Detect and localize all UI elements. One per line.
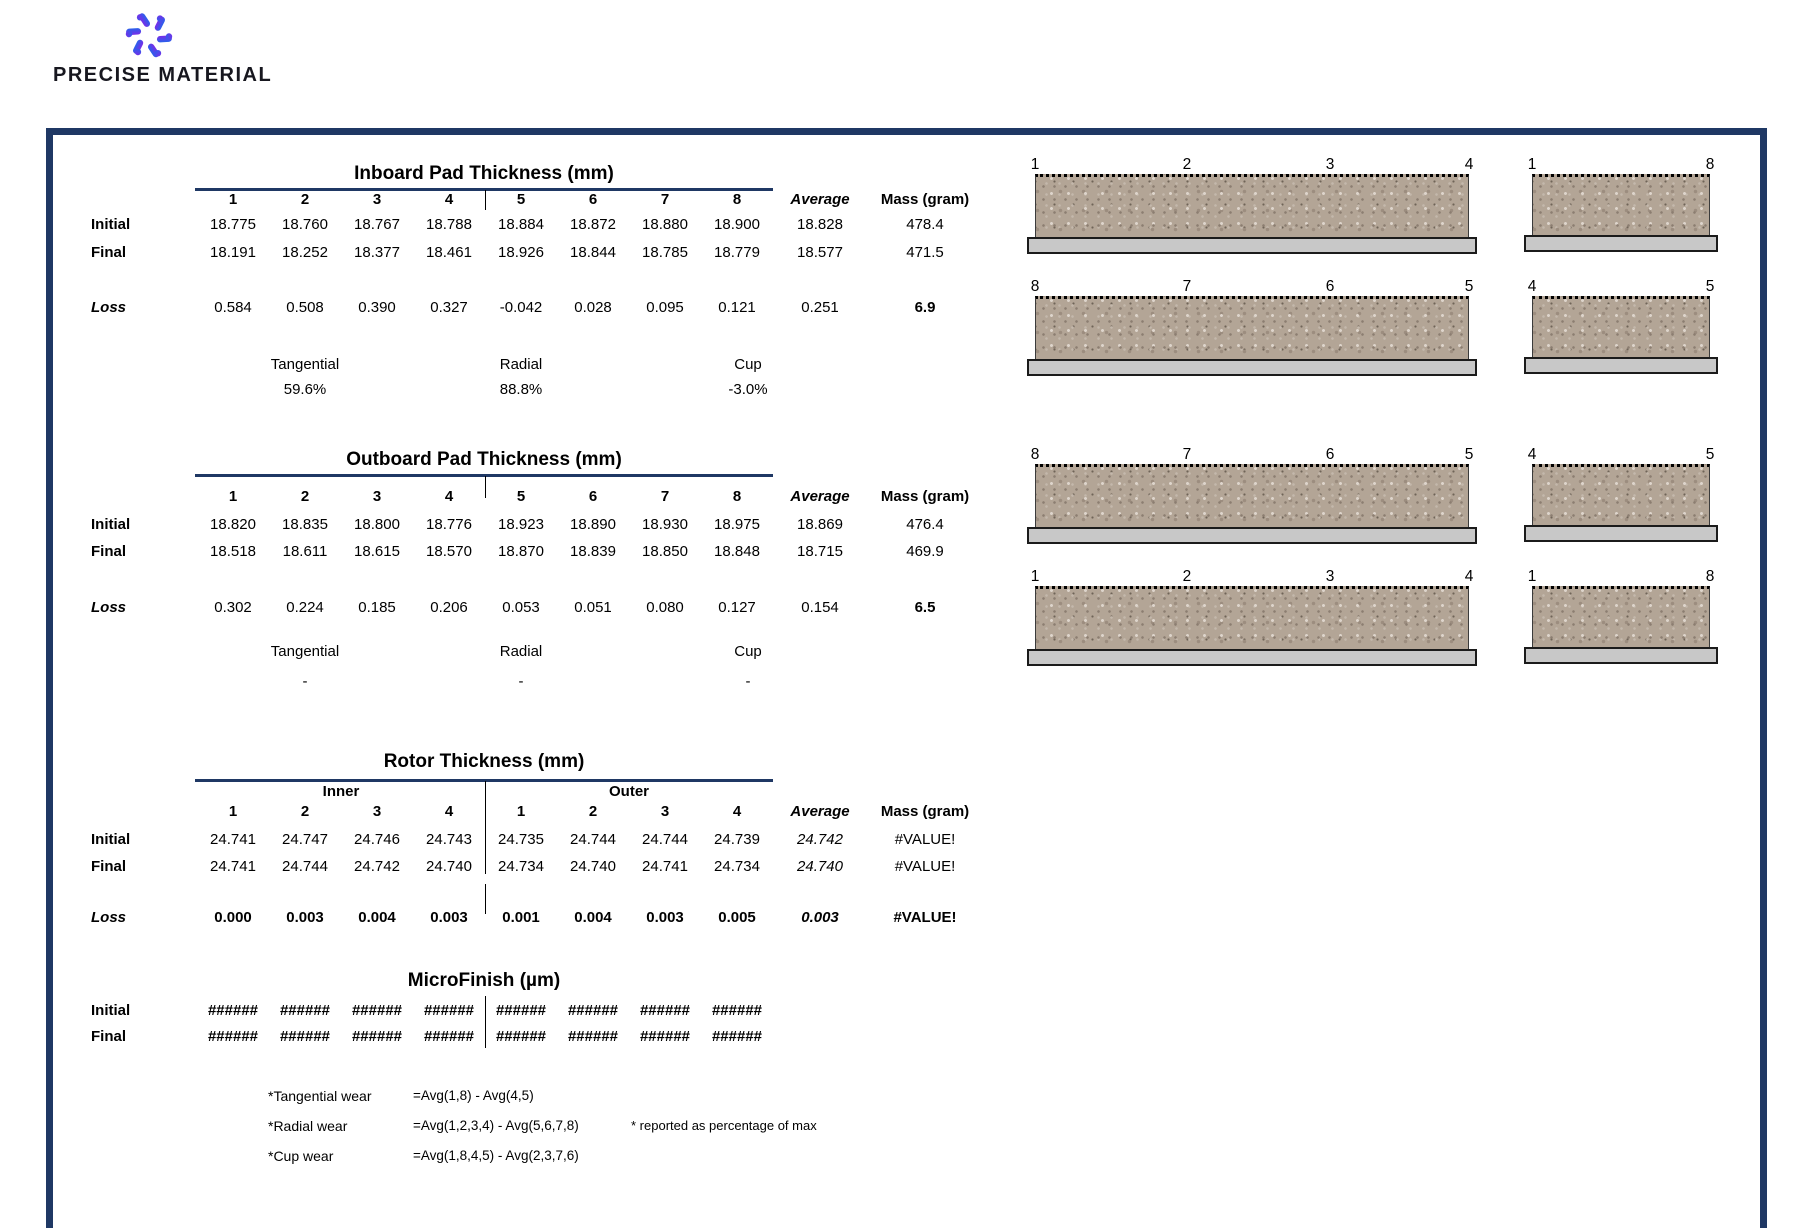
value-cell: 18.930 bbox=[642, 516, 688, 533]
column-header: 1 bbox=[228, 191, 238, 208]
friction-material bbox=[1532, 174, 1710, 236]
value-cell: 18.252 bbox=[282, 244, 328, 261]
column-header: 2 bbox=[588, 803, 598, 820]
brand-wordmark: PRECISE MATERIAL bbox=[53, 64, 273, 86]
value-cell: 24.744 bbox=[642, 831, 688, 848]
value-cell: 0.095 bbox=[646, 299, 684, 316]
pad-point-label: 4 bbox=[1527, 278, 1537, 295]
column-header: 6 bbox=[588, 191, 598, 208]
value-cell: ###### bbox=[207, 1028, 259, 1045]
footnote-row bbox=[0, 1148, 1010, 1168]
mass-cell: 469.9 bbox=[906, 543, 944, 560]
value-cell: ###### bbox=[639, 1028, 691, 1045]
value-cell: 18.779 bbox=[714, 244, 760, 261]
average-header: Average bbox=[790, 488, 850, 505]
radial-label: Radial bbox=[499, 356, 543, 373]
pad-point-label: 5 bbox=[1464, 446, 1474, 463]
inboard-pad-photo-face bbox=[1030, 156, 1474, 238]
radial-value: 88.8% bbox=[499, 381, 543, 398]
table-row bbox=[0, 516, 1010, 536]
column-header: 3 bbox=[660, 803, 670, 820]
pad-point-label: 2 bbox=[1182, 156, 1192, 173]
inboard-pad-photo-face bbox=[1030, 278, 1474, 360]
column-header: 7 bbox=[660, 488, 670, 505]
value-cell: ###### bbox=[279, 1028, 331, 1045]
value-cell: 0.121 bbox=[718, 299, 756, 316]
cup-value: -3.0% bbox=[728, 381, 768, 398]
column-header: 3 bbox=[372, 191, 382, 208]
row-label: Initial bbox=[91, 831, 131, 848]
value-cell: 0.001 bbox=[502, 909, 540, 926]
average-cell: 18.828 bbox=[797, 216, 843, 233]
column-header: 4 bbox=[732, 803, 742, 820]
pad-point-label: 2 bbox=[1182, 568, 1192, 585]
mass-header: Mass (gram) bbox=[880, 191, 970, 208]
value-cell: 0.302 bbox=[214, 599, 252, 616]
pad-point-label: 1 bbox=[1030, 156, 1040, 173]
column-header: 2 bbox=[300, 191, 310, 208]
pad-point-label: 8 bbox=[1030, 278, 1040, 295]
pad-point-label: 4 bbox=[1527, 446, 1537, 463]
value-cell: 18.884 bbox=[498, 216, 544, 233]
section-title-rotor: Rotor Thickness (mm) bbox=[383, 751, 585, 772]
value-cell: ###### bbox=[567, 1028, 619, 1045]
pad-point-label: 4 bbox=[1464, 156, 1474, 173]
row-label: Loss bbox=[91, 909, 127, 926]
value-cell: 24.735 bbox=[498, 831, 544, 848]
footnote-formula: =Avg(1,8,4,5) - Avg(2,3,7,6) bbox=[413, 1148, 579, 1163]
column-header: 4 bbox=[444, 191, 454, 208]
value-cell: 0.053 bbox=[502, 599, 540, 616]
value-cell: 24.747 bbox=[282, 831, 328, 848]
pad-point-label: 4 bbox=[1464, 568, 1474, 585]
value-cell: 24.744 bbox=[282, 858, 328, 875]
value-cell: 18.880 bbox=[642, 216, 688, 233]
value-cell: 18.890 bbox=[570, 516, 616, 533]
value-cell: 18.461 bbox=[426, 244, 472, 261]
tangential-label: Tangential bbox=[270, 643, 340, 660]
value-cell: 0.508 bbox=[286, 299, 324, 316]
backing-plate bbox=[1027, 527, 1477, 544]
value-cell: 24.741 bbox=[642, 858, 688, 875]
value-cell: ###### bbox=[279, 1002, 331, 1019]
friction-material bbox=[1532, 586, 1710, 648]
outboard-pad-photo-edge bbox=[1527, 568, 1715, 648]
cup-label: Cup bbox=[734, 356, 762, 373]
section-title-microfinish: MicroFinish (µm) bbox=[407, 970, 561, 991]
table-row bbox=[0, 831, 1010, 851]
row-label: Final bbox=[91, 543, 127, 560]
value-cell: 0.127 bbox=[718, 599, 756, 616]
title-rule bbox=[195, 474, 773, 477]
value-cell: 24.740 bbox=[570, 858, 616, 875]
friction-material bbox=[1532, 296, 1710, 358]
friction-material bbox=[1035, 586, 1469, 650]
column-header: 5 bbox=[516, 191, 526, 208]
pad-point-label: 1 bbox=[1527, 568, 1537, 585]
column-header: 1 bbox=[228, 488, 238, 505]
column-header: 4 bbox=[444, 803, 454, 820]
value-cell: 24.743 bbox=[426, 831, 472, 848]
pad-point-label: 5 bbox=[1705, 278, 1715, 295]
value-cell: 18.872 bbox=[570, 216, 616, 233]
value-cell: 0.206 bbox=[430, 599, 468, 616]
wear-label-row bbox=[0, 643, 1010, 663]
pad-point-label: 8 bbox=[1030, 446, 1040, 463]
pad-point-label: 8 bbox=[1705, 156, 1715, 173]
value-cell: 0.000 bbox=[214, 909, 252, 926]
value-cell: 18.785 bbox=[642, 244, 688, 261]
pad-point-label: 3 bbox=[1325, 156, 1335, 173]
value-cell: 18.191 bbox=[210, 244, 256, 261]
footnote-row bbox=[0, 1118, 1010, 1138]
value-cell: 24.741 bbox=[210, 831, 256, 848]
value-cell: ###### bbox=[423, 1002, 475, 1019]
average-cell: 24.742 bbox=[797, 831, 843, 848]
footnote-label: *Cup wear bbox=[268, 1148, 334, 1164]
section-title-outboard: Outboard Pad Thickness (mm) bbox=[346, 449, 622, 470]
value-cell: 0.003 bbox=[646, 909, 684, 926]
value-cell: 18.760 bbox=[282, 216, 328, 233]
footnote-note: * reported as percentage of max bbox=[631, 1118, 817, 1133]
friction-material bbox=[1035, 174, 1469, 238]
cup-value: - bbox=[745, 673, 751, 690]
backing-plate bbox=[1524, 235, 1718, 252]
average-header: Average bbox=[790, 191, 850, 208]
value-cell: ###### bbox=[711, 1002, 763, 1019]
mass-header: Mass (gram) bbox=[880, 803, 970, 820]
mass-cell: 6.9 bbox=[914, 299, 936, 316]
value-cell: 24.734 bbox=[714, 858, 760, 875]
backing-plate bbox=[1524, 647, 1718, 664]
friction-material bbox=[1532, 464, 1710, 526]
table-row bbox=[0, 1028, 1010, 1048]
average-cell: 18.715 bbox=[797, 543, 843, 560]
value-cell: 18.926 bbox=[498, 244, 544, 261]
column-header: 2 bbox=[300, 803, 310, 820]
table-row bbox=[0, 244, 1010, 264]
pad-point-label: 3 bbox=[1325, 568, 1335, 585]
mass-cell: 478.4 bbox=[906, 216, 944, 233]
value-cell: ###### bbox=[639, 1002, 691, 1019]
section-title-inboard: Inboard Pad Thickness (mm) bbox=[354, 163, 614, 184]
brand-logo-icon bbox=[103, 2, 195, 66]
value-cell: 24.734 bbox=[498, 858, 544, 875]
pad-point-label: 5 bbox=[1464, 278, 1474, 295]
average-cell: 0.154 bbox=[801, 599, 839, 616]
value-cell: 24.741 bbox=[210, 858, 256, 875]
column-header: 8 bbox=[732, 191, 742, 208]
value-cell: 18.870 bbox=[498, 543, 544, 560]
table-row bbox=[0, 1002, 1010, 1022]
value-cell: ###### bbox=[351, 1002, 403, 1019]
row-label: Initial bbox=[91, 516, 131, 533]
radial-label: Radial bbox=[499, 643, 543, 660]
tangential-value: - bbox=[302, 673, 308, 690]
row-label: Final bbox=[91, 244, 127, 261]
value-cell: 0.004 bbox=[574, 909, 612, 926]
table-row bbox=[0, 299, 1010, 319]
value-cell: ###### bbox=[207, 1002, 259, 1019]
footnote-formula: =Avg(1,2,3,4) - Avg(5,6,7,8) bbox=[413, 1118, 579, 1133]
outer-group-header: Outer bbox=[608, 783, 650, 800]
average-cell: 0.003 bbox=[801, 909, 839, 926]
value-cell: 24.742 bbox=[354, 858, 400, 875]
value-cell: 18.844 bbox=[570, 244, 616, 261]
column-header: 8 bbox=[732, 488, 742, 505]
value-cell: ###### bbox=[495, 1028, 547, 1045]
inner-group-header: Inner bbox=[322, 783, 360, 800]
outboard-pad-photo-face bbox=[1030, 568, 1474, 650]
column-header: 5 bbox=[516, 488, 526, 505]
column-header: 1 bbox=[516, 803, 526, 820]
value-cell: 0.004 bbox=[358, 909, 396, 926]
value-cell: 0.003 bbox=[286, 909, 324, 926]
value-cell: 24.740 bbox=[426, 858, 472, 875]
row-label: Final bbox=[91, 1028, 127, 1045]
value-cell: ###### bbox=[351, 1028, 403, 1045]
title-rule bbox=[195, 779, 773, 782]
value-cell: 18.615 bbox=[354, 543, 400, 560]
friction-material bbox=[1035, 464, 1469, 528]
column-header: 3 bbox=[372, 803, 382, 820]
outboard-pad-photo-edge bbox=[1527, 446, 1715, 526]
outboard-pad-photo-face bbox=[1030, 446, 1474, 528]
value-cell: 18.570 bbox=[426, 543, 472, 560]
wear-label-row bbox=[0, 356, 1010, 376]
average-cell: 18.869 bbox=[797, 516, 843, 533]
radial-value: - bbox=[518, 673, 524, 690]
value-cell: 18.835 bbox=[282, 516, 328, 533]
column-header: 3 bbox=[372, 488, 382, 505]
mass-cell: #VALUE! bbox=[894, 831, 956, 848]
value-cell: 18.900 bbox=[714, 216, 760, 233]
pad-point-label: 1 bbox=[1527, 156, 1537, 173]
value-cell: 0.028 bbox=[574, 299, 612, 316]
table-row bbox=[0, 599, 1010, 619]
average-cell: 0.251 bbox=[801, 299, 839, 316]
value-cell: 18.775 bbox=[210, 216, 256, 233]
value-cell: 0.327 bbox=[430, 299, 468, 316]
value-cell: 18.848 bbox=[714, 543, 760, 560]
value-cell: ###### bbox=[495, 1002, 547, 1019]
cup-label: Cup bbox=[734, 643, 762, 660]
value-cell: 24.744 bbox=[570, 831, 616, 848]
footnote-formula: =Avg(1,8) - Avg(4,5) bbox=[413, 1088, 534, 1103]
value-cell: 0.003 bbox=[430, 909, 468, 926]
footnote-label: *Tangential wear bbox=[268, 1088, 372, 1104]
footnote-label: *Radial wear bbox=[268, 1118, 348, 1134]
header-row bbox=[0, 488, 1010, 508]
mass-header: Mass (gram) bbox=[880, 488, 970, 505]
average-cell: 18.577 bbox=[797, 244, 843, 261]
friction-material bbox=[1035, 296, 1469, 360]
row-label: Loss bbox=[91, 299, 127, 316]
pad-point-label: 5 bbox=[1705, 446, 1715, 463]
mass-cell: 471.5 bbox=[906, 244, 944, 261]
value-cell: 18.788 bbox=[426, 216, 472, 233]
backing-plate bbox=[1524, 525, 1718, 542]
value-cell: 18.850 bbox=[642, 543, 688, 560]
value-cell: 0.390 bbox=[358, 299, 396, 316]
tangential-label: Tangential bbox=[270, 356, 340, 373]
value-cell: ###### bbox=[567, 1002, 619, 1019]
value-cell: 0.051 bbox=[574, 599, 612, 616]
value-cell: 18.518 bbox=[210, 543, 256, 560]
mass-cell: #VALUE! bbox=[894, 858, 956, 875]
row-label: Initial bbox=[91, 216, 131, 233]
value-cell: 0.584 bbox=[214, 299, 252, 316]
value-cell: 24.739 bbox=[714, 831, 760, 848]
backing-plate bbox=[1027, 649, 1477, 666]
pad-point-label: 1 bbox=[1030, 568, 1040, 585]
table-row bbox=[0, 543, 1010, 563]
backing-plate bbox=[1027, 237, 1477, 254]
row-label: Loss bbox=[91, 599, 127, 616]
value-cell: 0.185 bbox=[358, 599, 396, 616]
value-cell: 18.611 bbox=[282, 543, 328, 560]
average-header: Average bbox=[790, 803, 850, 820]
mass-cell: 6.5 bbox=[914, 599, 936, 616]
header-row bbox=[0, 803, 1010, 823]
pad-point-label: 7 bbox=[1182, 446, 1192, 463]
column-header: 4 bbox=[444, 488, 454, 505]
average-cell: 24.740 bbox=[797, 858, 843, 875]
value-cell: 18.767 bbox=[354, 216, 400, 233]
column-header: 6 bbox=[588, 488, 598, 505]
mass-cell: #VALUE! bbox=[893, 909, 957, 926]
table-row bbox=[0, 909, 1010, 929]
value-cell: 24.746 bbox=[354, 831, 400, 848]
column-header: 1 bbox=[228, 803, 238, 820]
pad-point-label: 7 bbox=[1182, 278, 1192, 295]
header-row bbox=[0, 191, 1010, 211]
value-cell: 18.839 bbox=[570, 543, 616, 560]
value-cell: 18.800 bbox=[354, 516, 400, 533]
value-cell: 18.820 bbox=[210, 516, 256, 533]
pad-point-label: 6 bbox=[1325, 278, 1335, 295]
value-cell: 18.975 bbox=[714, 516, 760, 533]
footnote-row bbox=[0, 1088, 1010, 1108]
value-cell: 18.776 bbox=[426, 516, 472, 533]
value-cell: 0.080 bbox=[646, 599, 684, 616]
pad-point-label: 8 bbox=[1705, 568, 1715, 585]
row-label: Final bbox=[91, 858, 127, 875]
value-cell: 0.224 bbox=[286, 599, 324, 616]
table-row bbox=[0, 216, 1010, 236]
group-header-row bbox=[0, 783, 1010, 803]
mass-cell: 476.4 bbox=[906, 516, 944, 533]
tangential-value: 59.6% bbox=[283, 381, 327, 398]
value-cell: 18.377 bbox=[354, 244, 400, 261]
value-cell: 18.923 bbox=[498, 516, 544, 533]
wear-value-row bbox=[0, 673, 1010, 693]
value-cell: ###### bbox=[711, 1028, 763, 1045]
pad-point-label: 6 bbox=[1325, 446, 1335, 463]
inboard-pad-photo-edge bbox=[1527, 278, 1715, 358]
backing-plate bbox=[1524, 357, 1718, 374]
inboard-pad-photo-edge bbox=[1527, 156, 1715, 236]
value-cell: ###### bbox=[423, 1028, 475, 1045]
value-cell: -0.042 bbox=[499, 299, 543, 316]
row-label: Initial bbox=[91, 1002, 131, 1019]
column-header: 2 bbox=[300, 488, 310, 505]
column-header: 7 bbox=[660, 191, 670, 208]
table-row bbox=[0, 858, 1010, 878]
backing-plate bbox=[1027, 359, 1477, 376]
value-cell: 0.005 bbox=[718, 909, 756, 926]
wear-value-row bbox=[0, 381, 1010, 401]
